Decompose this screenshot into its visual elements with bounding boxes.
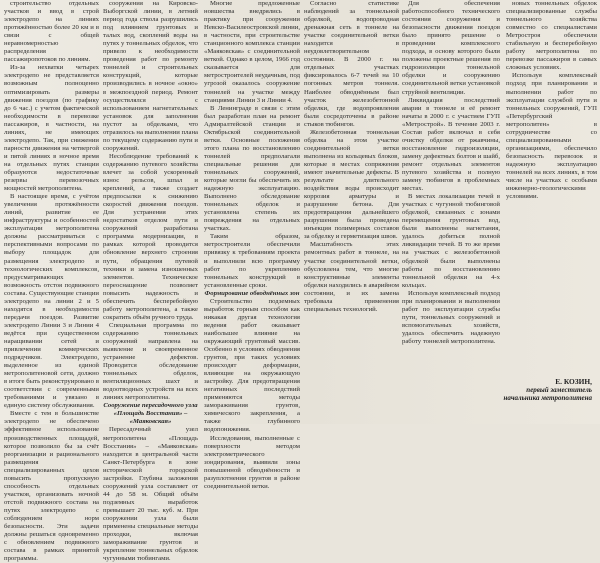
section-subheading: Сооружение пересадочного узла «Площадь Восстания» – «Маяковская» xyxy=(103,402,198,426)
paragraph: Исследования, выполненные с поверхности методом электрометрического зондирования, выявили зоны повышенной обводнённости и разуплотнения грунтов в районе соединительной ветки. xyxy=(204,434,300,490)
paragraph: Специальная программа по содержанию тоннельных сооружений направлена на выявление и своевременное устранение дефектов. Проводится обследование тоннельных обделок, вентиляционных шахт и водоотводных устройств на всех линиях метрополитена. xyxy=(103,321,198,402)
author-title: первый заместитель начальника метрополитена xyxy=(503,386,592,402)
paragraph: В настоящее время, с учётом увеличения протяжённости линий, развитие ее инфраструктуры и особенностей эксплуатации метрополитена должны рассматриваться с перспективными вопросами по выбору площадок для размещения электродепо и технологических комплексов, предусматривающих возможность отстоя подвижного состава. Существующие станции электродепо на линии 2 и 5 находятся в необходимости передачи поездов. Развитие электродепо Линии 3 и Линии 4 ведётся при существенном наращивании сетей и привлечении коммерческих подрядчиков. Электродепо, выделенное из единой метрополитеновой сети, должно в итоге быть реконструировано в соответствии с современными требованиями и увязано в единую систему обслуживания. xyxy=(4,193,99,410)
paragraph: Используя комплексный подход при планировании и выполнении работ по эксплуатации службой пути и тоннельных сооружений, ГУП «Петербургский метрополитен» в сотрудничестве со специализированными организациями, обеспечило безопасность перевозок и надежную эксплуатацию тоннелей на всех линиях, в том числе на участках с особыми инженерно-геологическими условиями. xyxy=(506,72,597,201)
paragraph: сооружения на Кировско-Выборгской линии, в летний период года ствола разрушились под влиянием грунтовых и талых вод, скоплений воды на путях у тоннельных обделок, что привело к необходимости проведения работ по ремонту тоннелей и строительных конструкций, которые производились в ночное «окно» в межпоездной период. Ремонт осуществлялся с использованием нагнетательных установок для заполнения пустот за обделками, что отразилось на выполнении плана по текущему содержанию пути и сооружений. xyxy=(103,0,198,152)
paragraph: Ликвидация последствий аварии в тоннеле и её ремонт начаты в 2000 г. с участием ГУП «Метрострой». В течение 2003 г. Состав работ включал в себя очистку обделки от ржавчины, восстановление гидроизоляции, замену дефектных болтов и шайб, ремонт отдельных элементов путевого хозяйства и полную замену тюбингов в проблемных местах. xyxy=(402,96,500,193)
paragraph: Многие предложенные новшества внедрялись в практику при сооружении Невско-Василеостровской линии, в частности, при строительстве станционного комплекса станции «Маяковская» с соединительной веткой. Однако в целом, 1966 год сказывается для метростроителей неудачным, под угрозой оказалось сооружение тоннелей на участке между станциями Линии 3 и Линии 4. xyxy=(204,0,300,104)
paragraph: В местах локализации течей в участках с чугунной тюбинговой обделкой, связанных с зонами перемещения грунтовых вод, были выполнены нагнетания, удалось добиться полной ликвидации течей. В то же время на участках с железобетонной обделкой были выполнены работы по восстановлению тоннельной обделки на 4-х кольцах. xyxy=(402,193,500,289)
text-column-1 xyxy=(4,0,99,563)
text-column-5 xyxy=(402,0,500,424)
author-name: Е. КОЗИН, xyxy=(555,377,592,386)
paragraph: Строительство подземных выработок горным способом как никакая другая технология ведения работ оказывает наибольшее влияние на окружающий грунтовый массив. Особенно в условиях обводнения грунтов, при таких условиях происходят деформации, влияющие на окружающую застройку. Для предотвращения негативных последствий применяются методы замораживания грунтов, химического закрепления, а также глубинного водопонижения. xyxy=(204,297,300,434)
text-column-6 xyxy=(506,0,597,374)
paragraph: новых тоннельных обделок специализированные службы тоннельного хозяйства совместно со специалистами Метростроя обеспечили стабильную и бесперебойную работу метрополитена по перевозке пассажиров в самых сложных условиях. xyxy=(506,0,597,72)
paragraph: строительство отдельных участков и ввод в строй электродепо на линиях протяжённостью более 20 км и в связи с общей неравномерностью распределения пассажиропотоков по линиям. xyxy=(4,0,99,64)
paragraph: Пересадочный узел метрополитена «Площадь Восстания» – «Маяковская» находится в центральной части Санкт-Петербурга в зоне исторической городской застройки. Глубина заложения сооружений узла составляет от 44 до 58 м. Общий объём подземных выработок превышает 20 тыс. куб. м. При сооружении узла были применены специальные методы проходки, включая замораживание грунтов и укрепление тоннельных обделок чугунными тюбингами. xyxy=(103,426,198,563)
author-signature xyxy=(500,378,592,402)
paragraph: Вместе с тем в большинстве электродепо не обеспечено эффективное использование производственных площадей, которое позволило бы за счёт реорганизации и рационального размещения специализированных цехов повысить пропускную способность отдельных участков, организовать ночной отстой подвижного состава на путях электродепо с соблюдением норм безопасности. Эти задачи должны решаться одновременно с обновлением подвижного состава в рамках принятой программы. xyxy=(4,410,99,563)
paragraph: Согласно статистике наблюдений за тоннельной обделкой, водопроводная дренажная сеть в тоннеле на участке соединительной ветки находится в неудовлетворительном состоянии. В 2000 г. на отдельных участках фиксировалось 6-7 течей на 10 погонных метров тоннеля. Наиболее обводнённым был участок железобетонной обделки, где водопроявления были сосредоточены в районе стыков тюбингов. xyxy=(304,0,399,128)
paragraph: Несоблюдение требований к содержанию путевого хозяйства влечет за собой ускоренный износ рельсов, шпал и креплений, а также создает предпосылки к снижению скоростей движения поездов. Для устранения этих недостатков отделом пути и сооружений разработана программа модернизации, в рамках которой проводится обновление верхнего строения пути, обращения путевой техники и замена изношенных элементов. Техническое переоснащение позволяет повысить надежность и обеспечить бесперебойную работу метрополитена, а также сократить объём ручного труда. xyxy=(103,152,198,321)
paragraph: Таким образом, метростроители обеспечили привязку к требованиям проекта и выполнили всю программу работ по укреплению тоннельных конструкций в установленные сроки. xyxy=(204,233,300,289)
paragraph: Используя комплексный подход при планировании и выполнении работ по эксплуатации службы пути, тоннельных сооружений и вспомогательных хозяйств, удалось обеспечить надежную работу тоннелей метрополитена. xyxy=(402,289,500,345)
paragraph: Для обеспечения работоспособного технического состояния сооружения и безопасности движения поездов было принято решение о проведении комплексного подхода, в основу которого были положены проектные решения по гидроизоляции тоннельной обделки и сооружению соединительной ветки установкой струйной вентиляции. xyxy=(402,0,500,96)
paragraph: В Ленинграде в связи с этим был разработан план на ремонт Адмиралтейской станции и Октябрьской соединительной ветки. Основные положения этого плана по восстановлению тоннелей предполагали специальные решения для тоннельных сооружений, которые могли бы обеспечить их надежную эксплуатацию. Выполнено обследование тоннельных обделок и установлена степень их повреждения на отдельных участках. xyxy=(204,104,300,233)
text-column-2 xyxy=(103,0,198,563)
section-subheading: Формирование обводнённых зон xyxy=(204,289,300,297)
paragraph: Железобетонная тоннельная обделка на этом участке соединительной ветки выполнена из кольцевых блоков, которые в местах сопряжения имеют значительные дефекты. В результате длительного воздействия воды происходит коррозия арматуры и разрушение бетона. Для предотвращения дальнейшего разрушения была проведена инъекция полимерных составов за обделку и герметизация швов. xyxy=(304,128,399,241)
paragraph: Масштабность этих ремонтных работ в тоннеле, на участке соединительной ветки, обусловлена тем, что многие конструктивные элементы обделки находились в аварийном состоянии, и их замена требовала применения специальных технологий. xyxy=(304,241,399,313)
paragraph: Из-за нехватки четырех электродепо не представляется возможным полноценно оптимизировать размеры движения поездов (по графику до 6 час.) с учетом фактической необходимости в перевозке пассажиров, в частности, на линиях, не имеющих электродепо. Так, при снижении парности движения на четвергой и пятой линиях в ночное время на отдельных путях станции образуются недостаточные резервы перевозочных мощностей метрополитена. xyxy=(4,64,99,193)
text-column-4 xyxy=(304,0,399,424)
text-column-3 xyxy=(204,0,300,490)
